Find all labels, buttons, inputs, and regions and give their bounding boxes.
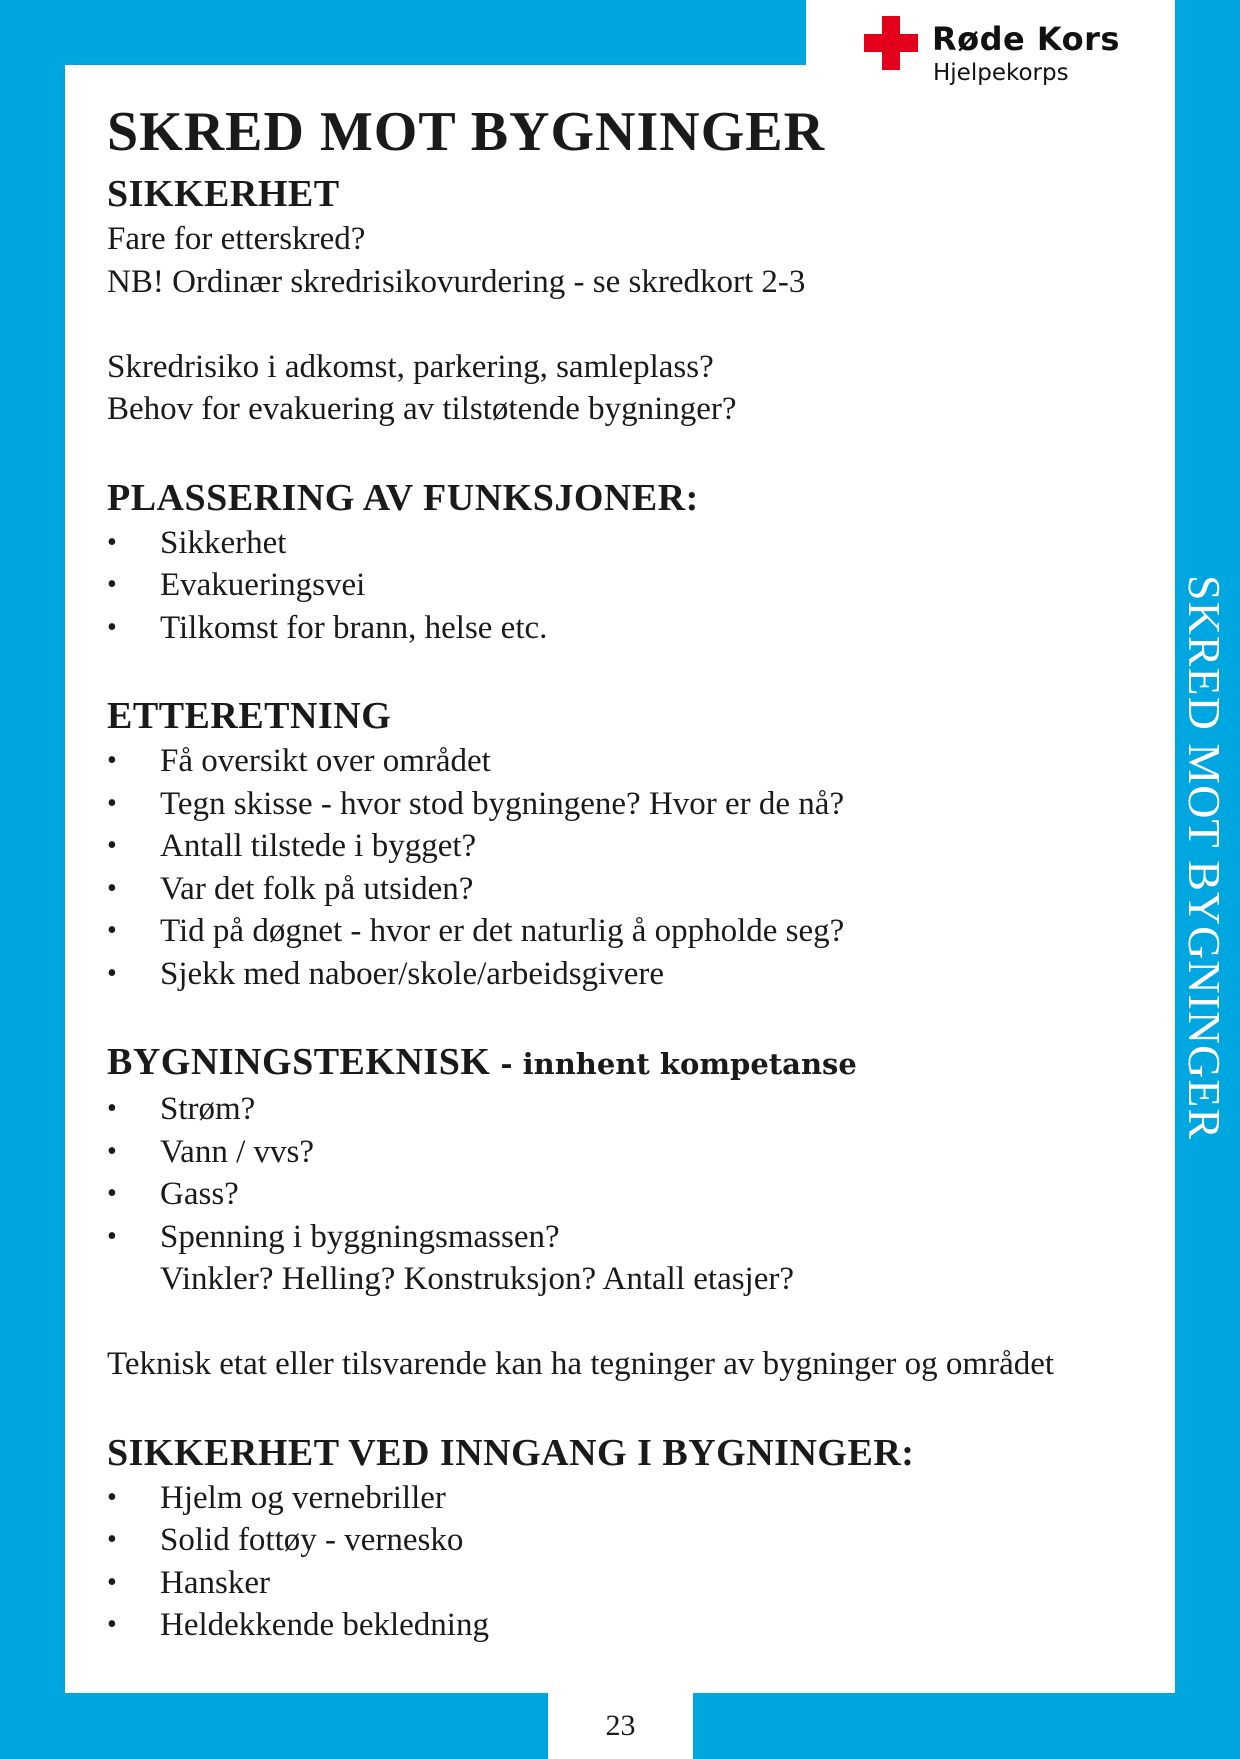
bullet-list — [107, 1088, 1147, 1258]
list-item: • Tid på døgnet - hvor er det naturlig å oppholde seg? — [107, 910, 1147, 953]
list-item: • Solid fottøy - vernesko — [107, 1519, 1147, 1562]
page-number: 23 — [605, 1709, 636, 1742]
bullet-list — [107, 522, 1147, 650]
rode-kors-logo — [864, 14, 1164, 94]
list-item: • Var det folk på utsiden? — [107, 868, 1147, 911]
list-item: • Evakueringsvei — [107, 564, 1147, 607]
list-item: • Hjelm og vernebriller — [107, 1477, 1147, 1520]
list-item-continuation: Vinkler? Helling? Konstruksjon? Antall etasjer? — [160, 1261, 795, 1297]
section-inngang — [107, 1429, 1147, 1647]
text-line: NB! Ordinær skredrisikovurdering - se skredkort 2-3 — [107, 263, 806, 300]
section-etteretning — [107, 692, 1147, 995]
page-title: SKRED MOT BYGNINGER — [107, 101, 826, 163]
logo-brand: Røde Kors — [932, 20, 1120, 58]
section-heading: PLASSERING AV FUNKSJONER: — [107, 476, 699, 519]
bullet-list — [107, 1477, 1147, 1647]
side-title: SKRED MOT BYGNINGER — [1179, 575, 1230, 1141]
section-bygningsteknisk — [107, 1038, 1147, 1386]
section-heading: ETTERETNING — [107, 695, 392, 737]
section-heading: SIKKERHET VED INNGANG I BYGNINGER: — [107, 1431, 915, 1474]
list-item: • Sjekk med naboer/skole/arbeidsgivere — [107, 953, 1147, 996]
list-item: • Heldekkende bekledning — [107, 1604, 1147, 1647]
text-line: Fare for etterskred? — [107, 221, 366, 257]
red-cross-icon — [864, 16, 918, 70]
bullet-list — [107, 740, 1147, 995]
section-plassering — [107, 474, 1147, 650]
list-item: • Spenning i byggningsmassen? — [107, 1216, 1147, 1259]
list-item: • Antall tilstede i bygget? — [107, 825, 1147, 868]
list-item: • Tilkomst for brann, helse etc. — [107, 607, 1147, 650]
list-item: • Strøm? — [107, 1088, 1147, 1131]
list-item: • Tegn skisse - hvor stod bygningene? Hvor er de nå? — [107, 783, 1147, 826]
section-heading — [107, 1038, 1147, 1088]
logo-subtitle: Hjelpekorps — [933, 60, 1069, 86]
heading-dash: - — [490, 1047, 523, 1081]
heading-suffix-wrap — [523, 1047, 857, 1081]
text-line: Behov for evakuering av tilstøtende bygninger? — [107, 391, 737, 427]
section-sikkerhet — [107, 170, 1147, 431]
main-content — [107, 96, 1147, 1647]
list-item: • Gass? — [107, 1173, 1147, 1216]
section-heading: SIKKERHET — [107, 173, 340, 215]
list-item: • Sikkerhet — [107, 522, 1147, 565]
list-item: • Få oversikt over området — [107, 740, 1147, 783]
text-line: Skredrisiko i adkomst, parkering, samleplass? — [107, 348, 714, 385]
list-item: • Vann / vvs? — [107, 1131, 1147, 1174]
heading-suffix: innhent kompetanse — [522, 1047, 857, 1081]
note-text: Teknisk etat eller tilsvarende kan ha tegninger av bygninger og området — [107, 1346, 1055, 1382]
list-item: • Hansker — [107, 1562, 1147, 1605]
heading-main: BYGNINGSTEKNISK — [107, 1041, 491, 1083]
